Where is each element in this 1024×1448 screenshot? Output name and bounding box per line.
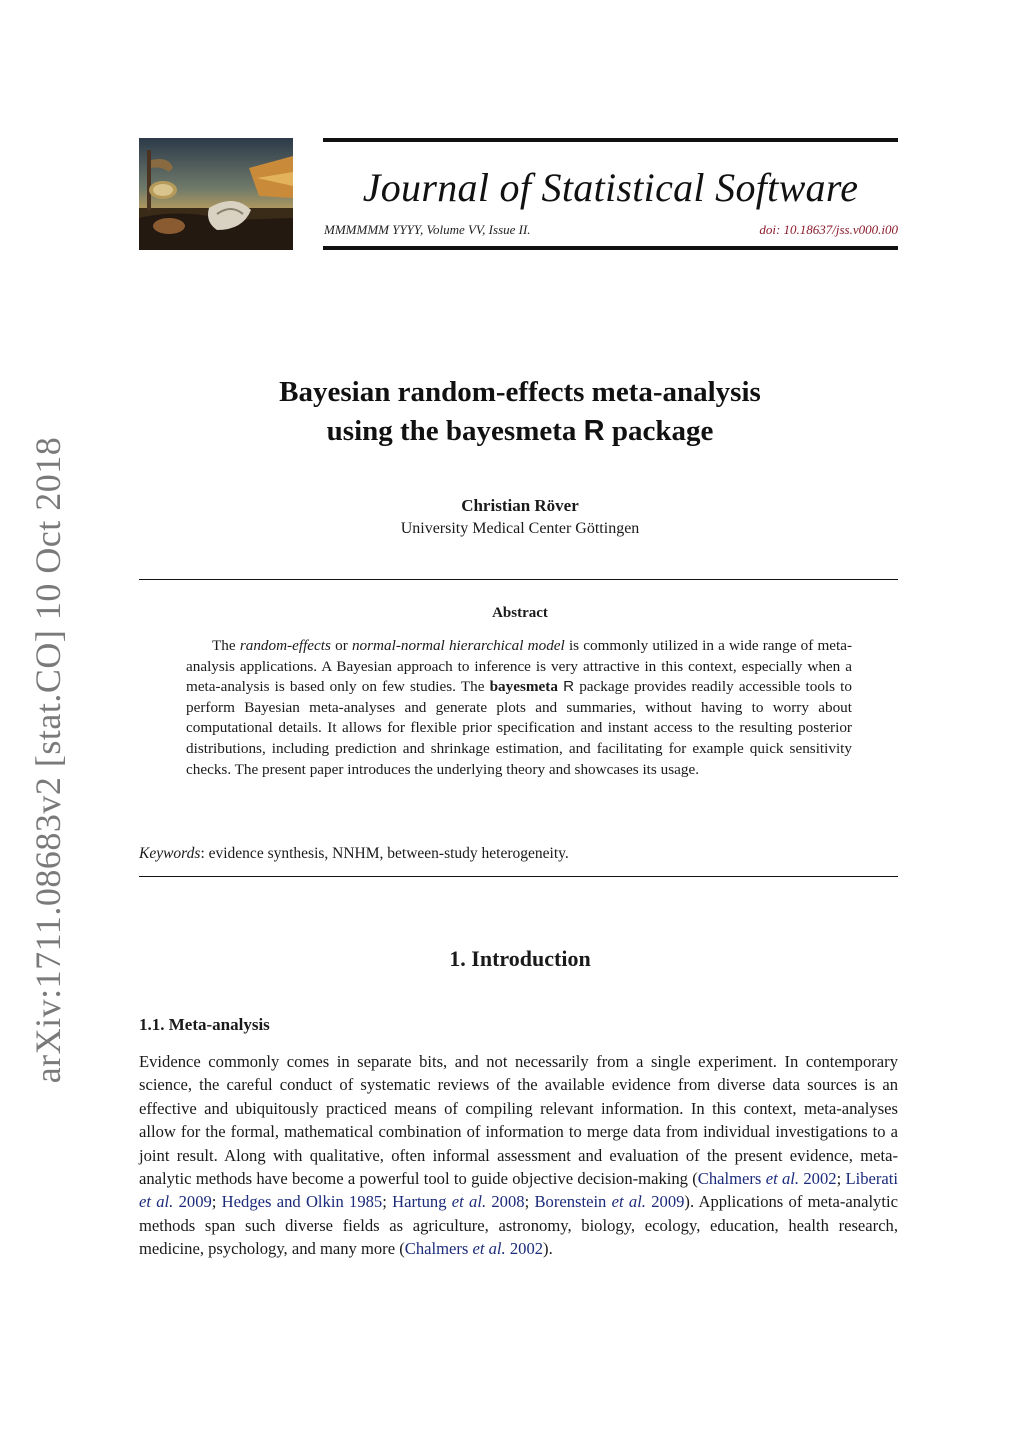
abstract-bottom-rule (139, 876, 898, 877)
subsection-heading-meta-analysis: 1.1. Meta-analysis (139, 1015, 270, 1034)
paper-title-text-end: package (611, 415, 714, 447)
paper-title-language: R (583, 415, 605, 447)
abstract-text: The (212, 637, 236, 654)
paper-title-line-2 (0, 415, 1024, 448)
keywords (139, 845, 569, 863)
abstract-text: package provides readily accessible tools to perform Bayesian meta-analyses and generate plots and summaries, without having to worry about computational details. It allows for flexible prior specification and instant access to the resulting posterior distributions, including prediction and shrinkage estimation, and facilitating for example quick sensitivity checks. The present paper introduces the underlying theory and showcases its usage. (186, 678, 852, 778)
paragraph-text: ). Applications of meta-analytic methods span such diverse fields as agriculture, astronomy, biology, ecology, education, health research, medicine, psychology, and many more ( (139, 1192, 898, 1259)
paragraph-text: Evidence commonly comes in separate bits, and not necessarily from a single experiment. In contemporary science, the careful conduct of systematic reviews of the available evidence from diverse data sources is an effective and ubiquitously practiced means of compiling relevant information. In this context, meta-analyses allow for the formal, mathematical combination of information to merge data from individual investigations to a joint result. Along with qualitative, often informal assessment and evaluation of the present evidence, meta-analytic methods have become a powerful tool to guide objective decision-making ( (139, 1052, 898, 1189)
paragraph-text: ). (543, 1239, 553, 1259)
abstract-body (186, 636, 852, 780)
citation-separator: ; (524, 1192, 535, 1212)
author-affiliation: University Medical Center Göttingen (400, 520, 640, 537)
citation-separator: ; (836, 1169, 846, 1189)
citation-chalmers-2002-second[interactable]: Chalmers et al. 2002 (404, 1239, 544, 1259)
section-heading-introduction: 1. Introduction (449, 946, 591, 971)
abstract-text: is commonly utilized in a wide range of meta-analysis applications. A Bayesian approach to inference is very attractive in this context, especially when a meta-analysis is based only on few studies. The (186, 637, 853, 696)
paper-title-text: using the bayesmeta (326, 415, 577, 447)
citation-borenstein-2009[interactable]: Borenstein et al. 2009 (534, 1192, 685, 1212)
abstract-top-rule (139, 579, 898, 580)
keywords-text: : evidence synthesis, NNHM, between-study heterogeneity. (200, 845, 569, 862)
arxiv-stamp: arXiv:1711.08683v2 [stat.CO] 10 Oct 2018 (28, 436, 68, 1084)
introduction-paragraph (139, 1050, 898, 1261)
keywords-label: Keywords (139, 845, 201, 862)
citation-hartung-2008[interactable]: Hartung et al. 2008 (392, 1192, 525, 1212)
abstract-language-name: R (563, 678, 575, 696)
author-name: Christian Röver (461, 496, 579, 515)
abstract-text: or (335, 637, 348, 654)
journal-doi-link[interactable]: doi: 10.18637/jss.v000.i00 (759, 222, 898, 237)
journal-title: Journal of Statistical Software (362, 165, 859, 210)
abstract-term-nnhm: normal-normal hierarchical model (351, 637, 565, 654)
abstract-package-name: bayesmeta (489, 678, 558, 696)
abstract-heading: Abstract (492, 605, 548, 621)
citation-liberati-2009[interactable]: Liberati et al. 2009 (139, 1169, 899, 1212)
header-top-rule (323, 138, 898, 142)
citation-chalmers-2002[interactable]: Chalmers et al. 2002 (697, 1169, 837, 1189)
abstract-term-random-effects: random-effects (239, 637, 331, 654)
paper-title-line-1: Bayesian random-effects meta-analysis (279, 376, 761, 408)
citation-hedges-olkin-1985[interactable]: Hedges and Olkin 1985 (221, 1192, 383, 1212)
journal-issue: MMMMMM YYYY, Volume VV, Issue II. (324, 222, 531, 237)
header-bottom-rule (323, 246, 898, 250)
citation-separator: ; (382, 1192, 393, 1212)
citation-separator: ; (211, 1192, 222, 1212)
journal-logo-image (139, 138, 293, 250)
